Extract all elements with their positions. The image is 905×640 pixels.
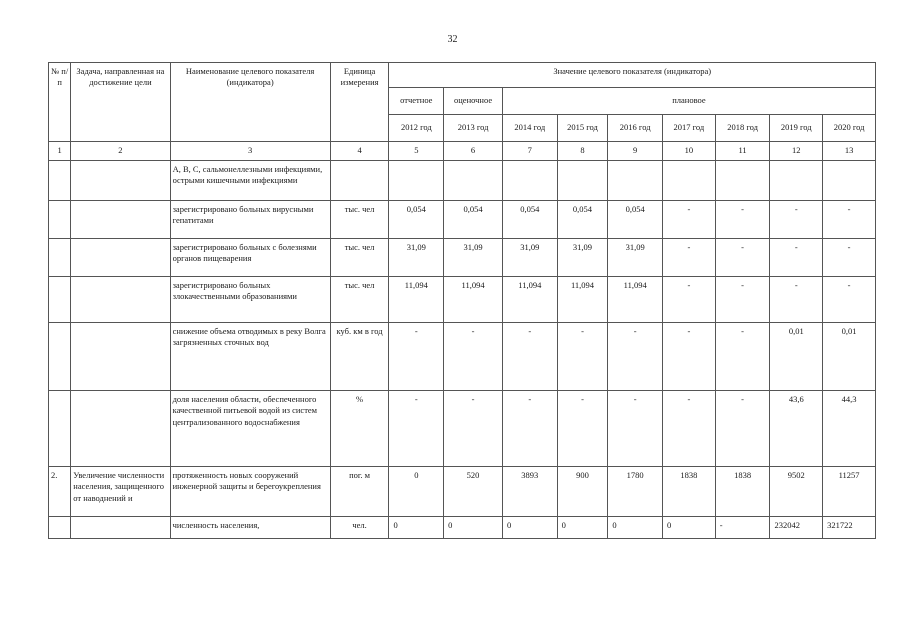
row-num: [49, 517, 71, 539]
column-number: 7: [502, 142, 557, 161]
header-row-1: [49, 63, 876, 88]
header-year: 2012 год: [389, 115, 444, 142]
row-value: 0,01: [823, 323, 876, 391]
row-num: [49, 323, 71, 391]
row-value: -: [715, 391, 770, 467]
row-value: -: [715, 239, 770, 277]
row-value: 11,094: [557, 277, 608, 323]
row-value: -: [502, 323, 557, 391]
row-value: 9502: [770, 467, 823, 517]
table-row: [49, 161, 876, 201]
table-row: [49, 517, 876, 539]
row-num: [49, 391, 71, 467]
row-value: 0: [389, 467, 444, 517]
header-reported: отчетное: [389, 88, 444, 115]
column-number: 4: [330, 142, 389, 161]
row-value: 0: [663, 517, 716, 539]
header-year: 2020 год: [823, 115, 876, 142]
row-unit: %: [330, 391, 389, 467]
row-value: -: [444, 323, 503, 391]
row-value: 1838: [715, 467, 770, 517]
row-value: 1838: [663, 467, 716, 517]
row-value: 11,094: [608, 277, 663, 323]
row-value: [502, 161, 557, 201]
row-unit: тыс. чел: [330, 277, 389, 323]
row-value: 31,09: [502, 239, 557, 277]
row-unit: пог. м: [330, 467, 389, 517]
row-value: [823, 161, 876, 201]
row-value: -: [608, 323, 663, 391]
table-row: [49, 323, 876, 391]
row-value: 232042: [770, 517, 823, 539]
row-indicator: численность населения,: [170, 517, 330, 539]
row-value: 0,054: [557, 201, 608, 239]
row-value: -: [770, 239, 823, 277]
header-year: 2017 год: [663, 115, 716, 142]
row-value: 44,3: [823, 391, 876, 467]
header-year: 2019 год: [770, 115, 823, 142]
row-value: 0,054: [389, 201, 444, 239]
row-indicator: зарегистрировано больных вирусными гепатитами: [170, 201, 330, 239]
row-task: [71, 517, 170, 539]
row-indicator: снижение объема отводимых в реку Волга загрязненных сточных вод: [170, 323, 330, 391]
table-row: [49, 239, 876, 277]
row-value: [557, 161, 608, 201]
row-task: Увеличение численности населения, защищенного от наводнений и: [71, 467, 170, 517]
header-estimated: оценочное: [444, 88, 503, 115]
header-indicator: Наименование целевого показателя (индикатора): [170, 63, 330, 142]
row-value: 520: [444, 467, 503, 517]
column-number: 1: [49, 142, 71, 161]
row-value: -: [715, 517, 770, 539]
row-value: -: [715, 323, 770, 391]
column-number: 5: [389, 142, 444, 161]
header-year: 2014 год: [502, 115, 557, 142]
row-task: [71, 391, 170, 467]
header-year: 2013 год: [444, 115, 503, 142]
row-value: [715, 161, 770, 201]
row-value: 0: [444, 517, 503, 539]
row-value: 31,09: [389, 239, 444, 277]
row-value: 43,6: [770, 391, 823, 467]
row-value: 0: [502, 517, 557, 539]
page-number: 32: [447, 34, 458, 45]
row-unit: тыс. чел: [330, 201, 389, 239]
column-number: 13: [823, 142, 876, 161]
indicator-table: [48, 62, 876, 539]
row-value: 3893: [502, 467, 557, 517]
column-number: 10: [663, 142, 716, 161]
table-row: [49, 467, 876, 517]
column-number: 11: [715, 142, 770, 161]
row-value: -: [663, 277, 716, 323]
header-task: Задача, направленная на достижение цели: [71, 63, 170, 142]
row-indicator: доля населения области, обеспеченного качественной питьевой водой из систем централизованного водоснабжения: [170, 391, 330, 467]
row-num: [49, 201, 71, 239]
row-task: [71, 161, 170, 201]
row-value: 0,054: [502, 201, 557, 239]
row-value: 0,01: [770, 323, 823, 391]
header-value-group: Значение целевого показателя (индикатора): [389, 63, 876, 88]
row-num: [49, 239, 71, 277]
row-indicator: зарегистрировано больных злокачественными образованиями: [170, 277, 330, 323]
column-number: 9: [608, 142, 663, 161]
row-value: 0,054: [444, 201, 503, 239]
row-value: 1780: [608, 467, 663, 517]
row-indicator: А, В, С, сальмонеллезными инфекциями, острыми кишечными инфекциями: [170, 161, 330, 201]
row-value: -: [770, 201, 823, 239]
table-row: [49, 391, 876, 467]
row-value: -: [823, 239, 876, 277]
header-year: 2018 год: [715, 115, 770, 142]
row-value: -: [608, 391, 663, 467]
row-value: 321722: [823, 517, 876, 539]
row-value: 900: [557, 467, 608, 517]
header-planned: плановое: [502, 88, 875, 115]
row-value: 31,09: [608, 239, 663, 277]
column-number: 2: [71, 142, 170, 161]
row-value: 0: [389, 517, 444, 539]
row-value: 11,094: [502, 277, 557, 323]
column-number: 12: [770, 142, 823, 161]
column-number: 8: [557, 142, 608, 161]
row-value: -: [823, 201, 876, 239]
row-value: 0: [608, 517, 663, 539]
row-num: 2.: [49, 467, 71, 517]
header-year: 2016 год: [608, 115, 663, 142]
row-indicator: протяженность новых сооружений инженерной защиты и берегоукрепления: [170, 467, 330, 517]
row-value: -: [389, 391, 444, 467]
row-value: [770, 161, 823, 201]
row-value: -: [389, 323, 444, 391]
row-unit: чел.: [330, 517, 389, 539]
row-value: -: [557, 323, 608, 391]
row-task: [71, 323, 170, 391]
row-task: [71, 239, 170, 277]
row-indicator: зарегистрировано больных с болезнями органов пищеварения: [170, 239, 330, 277]
table-row: [49, 201, 876, 239]
row-value: -: [715, 277, 770, 323]
row-unit: тыс. чел: [330, 239, 389, 277]
row-task: [71, 201, 170, 239]
row-value: -: [823, 277, 876, 323]
header-year: 2015 год: [557, 115, 608, 142]
row-value: -: [663, 323, 716, 391]
row-value: [389, 161, 444, 201]
row-unit: [330, 161, 389, 201]
row-value: 11257: [823, 467, 876, 517]
row-value: 31,09: [444, 239, 503, 277]
row-value: -: [715, 201, 770, 239]
row-task: [71, 277, 170, 323]
header-num: № п/п: [49, 63, 71, 142]
row-value: -: [557, 391, 608, 467]
row-value: -: [663, 201, 716, 239]
table-row: [49, 277, 876, 323]
row-value: 11,094: [389, 277, 444, 323]
row-value: [663, 161, 716, 201]
row-num: [49, 277, 71, 323]
column-number: 3: [170, 142, 330, 161]
row-value: -: [444, 391, 503, 467]
column-numbers-row: [49, 142, 876, 161]
header-unit: Единица измерения: [330, 63, 389, 142]
row-value: 0,054: [608, 201, 663, 239]
row-unit: куб. км в год: [330, 323, 389, 391]
row-value: 31,09: [557, 239, 608, 277]
row-value: -: [770, 277, 823, 323]
row-value: [608, 161, 663, 201]
column-number: 6: [444, 142, 503, 161]
row-value: [444, 161, 503, 201]
row-value: -: [663, 239, 716, 277]
row-value: -: [502, 391, 557, 467]
row-value: 0: [557, 517, 608, 539]
row-num: [49, 161, 71, 201]
row-value: -: [663, 391, 716, 467]
row-value: 11,094: [444, 277, 503, 323]
